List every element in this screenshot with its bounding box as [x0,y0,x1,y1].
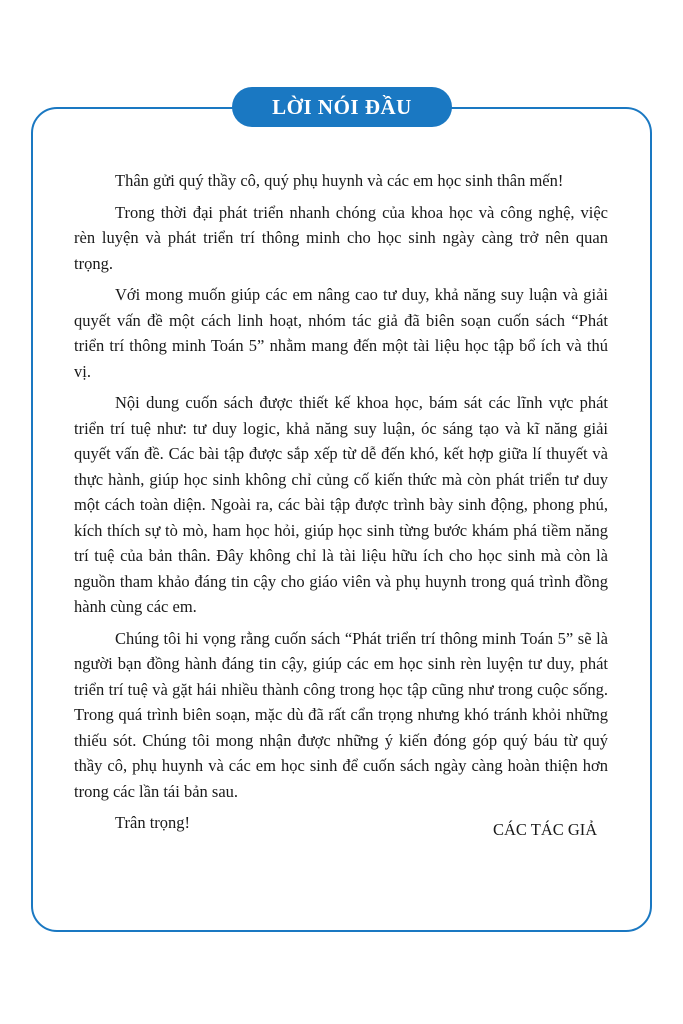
preface-body [74,168,608,842]
paragraph-1: Trong thời đại phát triển nhanh chóng của khoa học và công nghệ, việc rèn luyện và phát triển trí thông minh cho học sinh ngày càng trở nên quan trọng. [74,202,608,273]
paragraph-3: Nội dung cuốn sách được thiết kế khoa học, bám sát các lĩnh vực phát triển trí tuệ như: tư duy logic, khả năng suy luận, óc sáng tạo và kĩ năng giải quyết vấn đề. Các bài tập được sắp xếp từ dễ đến khó, kết hợp giữa lí thuyết và thực hành, giúp học sinh không chỉ củng cố kiến thức mà còn phát triển tư duy một cách toàn diện. Ngoài ra, các bài tập được trình bày sinh động, phong phú, kích thích sự tò mò, ham học hỏi, giúp học sinh từng bước khám phá tiềm năng trí tuệ của bản thân. Đây không chỉ là tài liệu hữu ích cho học sinh mà còn là nguồn tham khảo đáng tin cậy cho giáo viên và phụ huynh trong quá trình đồng hành cùng các em. [74,393,608,616]
paragraph-4: Chúng tôi hi vọng rằng cuốn sách “Phát triển trí thông minh Toán 5” sẽ là người bạn đồng hành đáng tin cậy, giúp các em học sinh rèn luyện tư duy, phát triển trí tuệ và gặt hái nhiều thành công trong học tập cũng như trong cuộc sống. Trong quá trình biên soạn, mặc dù đã rất cẩn trọng nhưng khó tránh khỏi những thiếu sót. Chúng tôi mong nhận được những ý kiến đóng góp quý báu từ quý thầy cô, phụ huynh và các em học sinh để cuốn sách ngày càng hoàn thiện hơn trong các lần tái bản sau. [74,628,608,801]
page-title: LỜI NÓI ĐẦU [232,87,452,127]
paragraph-2: Với mong muốn giúp các em nâng cao tư duy, khả năng suy luận và giải quyết vấn đề một cách linh hoạt, nhóm tác giả đã biên soạn cuốn sách “Phát triển trí thông minh Toán 5” nhằm mang đến một tài liệu học tập bổ ích và thú vị. [74,285,608,381]
closing-paragraph: Trân trọng! [115,813,191,832]
signature: CÁC TÁC GIẢ [493,820,598,839]
greeting-paragraph: Thân gửi quý thầy cô, quý phụ huynh và các em học sinh thân mến! [115,171,564,190]
